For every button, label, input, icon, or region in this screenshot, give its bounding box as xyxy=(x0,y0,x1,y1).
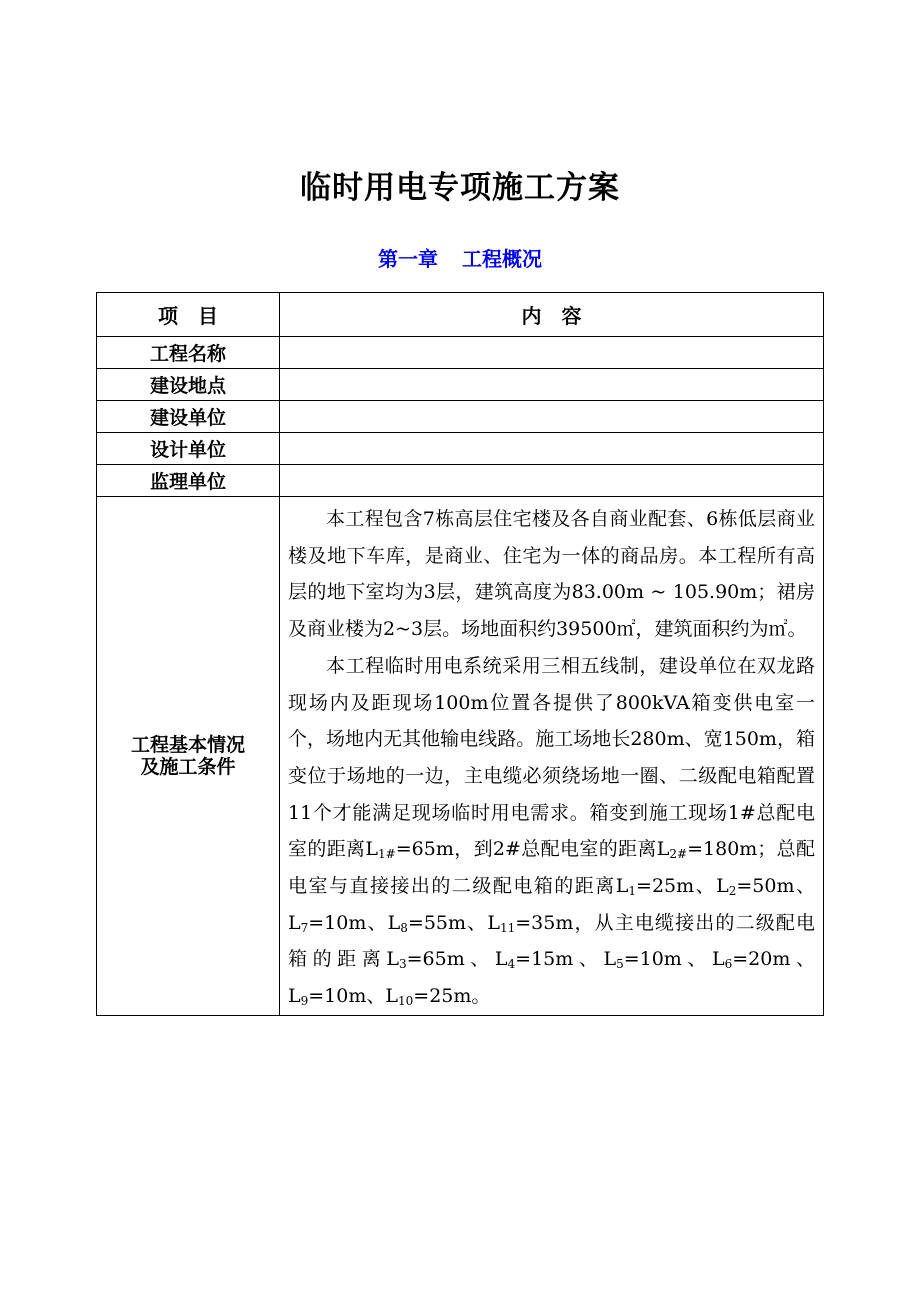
row-label-conditions xyxy=(97,497,280,1016)
row-label-developer: 建设单位 xyxy=(97,401,280,433)
chapter-name: 工程概况 xyxy=(462,247,542,271)
table-row xyxy=(97,401,824,433)
conditions-paragraph-2: 本工程临时用电系统采用三相五线制，建设单位在双龙路现场内及距现场100m位置各提供了800kVA箱变供电室一个，场地内无其他输电线路。施工场地长280m、宽150m，箱变位于场地的一边，主电缆必须绕场地一圈、二级配电箱配置11个才能满足现场临时用电需求。箱变到施工现场1#总配电室的距离$L_{1\#}=65m$，到2#总配电室的距离$L_{2\#}=180m$；总配电室与直接接出的二级配电箱的距离$L_1=25m$、$L_2=50m$、$L_7=10m$、$L_8=55m$、$L_{11}=35m$，从主电缆接出的二级配电箱的距离$L_3=65m$、$L_4=15m$、$L_5=10m$、$L_6=20m$、$L_9=10m$、$L_{10}=25m$。 xyxy=(288,654,816,1009)
row-label-designer: 设计单位 xyxy=(97,433,280,465)
table-row xyxy=(97,369,824,401)
chapter-heading xyxy=(0,243,920,272)
project-overview-table xyxy=(96,292,824,1016)
table-row xyxy=(97,337,824,369)
row-label-location: 建设地点 xyxy=(97,369,280,401)
table-row xyxy=(97,465,824,497)
table-row-conditions xyxy=(97,497,824,1016)
row-value-designer xyxy=(280,433,824,465)
row-value-supervisor xyxy=(280,465,824,497)
header-item: 项 目 xyxy=(97,293,280,337)
conditions-label-line1: 工程基本情况 xyxy=(130,733,245,756)
row-value-location xyxy=(280,369,824,401)
table-row xyxy=(97,433,824,465)
row-value-project-name xyxy=(280,337,824,369)
row-label-supervisor: 监理单位 xyxy=(97,465,280,497)
row-value-conditions xyxy=(280,497,824,1016)
row-value-developer xyxy=(280,401,824,433)
row-label-project-name: 工程名称 xyxy=(97,337,280,369)
document-title: 临时用电专项施工方案 xyxy=(300,170,620,206)
table-header-row xyxy=(97,293,824,337)
conditions-label-line2: 及施工条件 xyxy=(140,755,236,778)
chapter-number: 第一章 xyxy=(378,247,438,271)
header-content: 内 容 xyxy=(280,293,824,337)
conditions-paragraph-1: 本工程包含7栋高层住宅楼及各自商业配套、6栋低层商业楼及地下车库，是商业、住宅为一体的商品房。本工程所有高层的地下室均为3层，建筑高度为83.00m ~ 105.90m；裙房及商业楼为2~3层。场地面积约39500㎡，建筑面积约为㎡。 xyxy=(288,508,815,641)
